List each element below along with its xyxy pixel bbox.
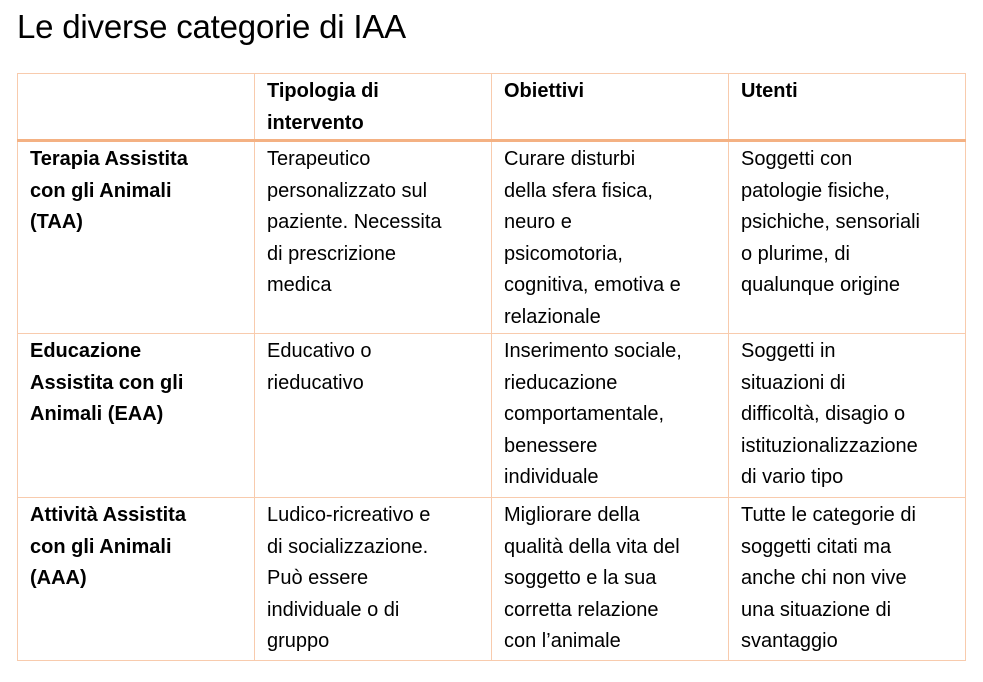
cell-tipologia: Ludico-ricreativo e di socializzazione. Può essere individuale o di gruppo [255,498,492,661]
header-obiettivi: Obiettivi [492,74,729,141]
row-category-taa: Terapia Assistita con gli Animali (TAA) [18,141,255,334]
cell-tipologia: Terapeutico personalizzato sul paziente. Necessita di prescrizione medica [255,141,492,334]
table-row [18,141,966,334]
table-header-row [18,74,966,141]
cell-obiettivi: Curare disturbi della sfera fisica, neuro e psicomotoria, cognitiva, emotiva e relazionale [492,141,729,334]
cell-obiettivi: Inserimento sociale, rieducazione comportamentale, benessere individuale [492,334,729,498]
cell-utenti: Tutte le categorie di soggetti citati ma anche chi non vive una situazione di svantaggio [729,498,966,661]
table-row [18,498,966,661]
cell-utenti: Soggetti con patologie fisiche, psichiche, sensoriali o plurime, di qualunque origine [729,141,966,334]
header-empty-cell [18,74,255,141]
page-title: Le diverse categorie di IAA [17,8,406,45]
row-category-aaa: Attività Assistita con gli Animali (AAA) [18,498,255,661]
iaa-categories-table [17,73,966,661]
row-category-eaa: Educazione Assistita con gli Animali (EAA) [18,334,255,498]
cell-tipologia: Educativo o rieducativo [255,334,492,498]
cell-utenti: Soggetti in situazioni di difficoltà, disagio o istituzionalizzazione di vario tipo [729,334,966,498]
header-utenti: Utenti [729,74,966,141]
table-row [18,334,966,498]
cell-obiettivi: Migliorare della qualità della vita del soggetto e la sua corretta relazione con l’animale [492,498,729,661]
header-tipologia: Tipologia di intervento [255,74,492,141]
